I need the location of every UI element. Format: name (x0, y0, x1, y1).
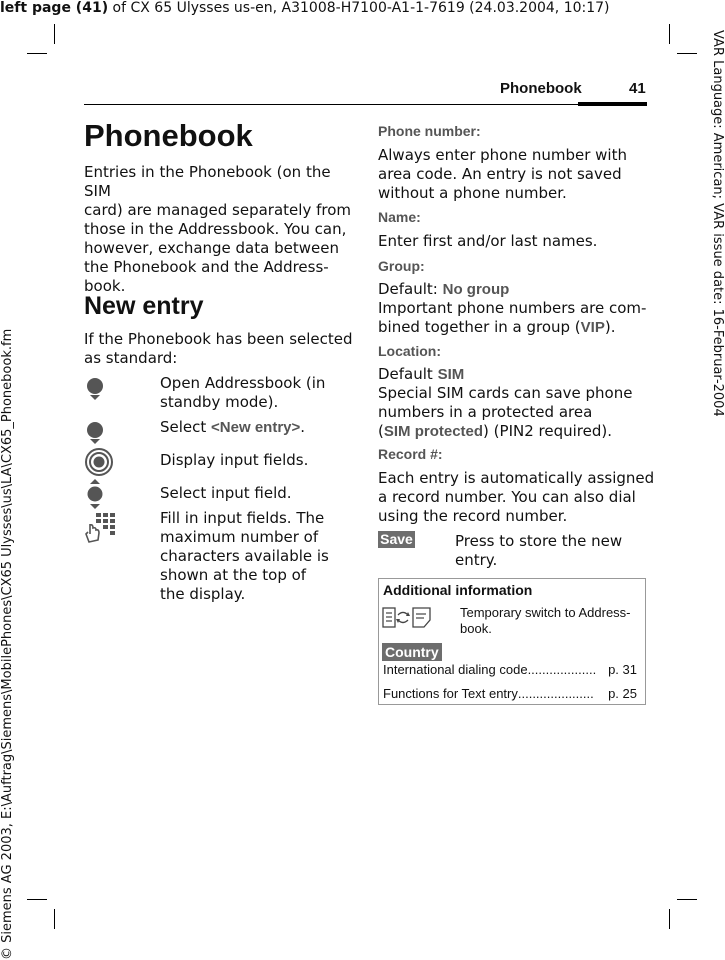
step-select-new-entry (160, 418, 305, 437)
text-line: Fill in input fields. The (160, 509, 325, 527)
text-line: those in the Addressbook. You can, (84, 220, 347, 238)
text-line: Each entry is automatically assigned (378, 469, 655, 487)
reference-page: p. 25 (608, 686, 637, 701)
crop-mark (669, 24, 670, 44)
text-line (378, 365, 632, 384)
text-line: Entries in the Phonebook (on the SIM (84, 163, 331, 200)
var-language-text: VAR Language: American; VAR issue date: 16-Februar-2004 (710, 30, 725, 417)
phone-number-description (378, 146, 627, 203)
text-line: Select input field. (160, 484, 292, 502)
field-label-name: Name: (378, 209, 421, 225)
field-label-phone-number: Phone number: (378, 123, 481, 139)
text-line: standby mode). (160, 393, 279, 411)
country-softkey-label (382, 642, 442, 661)
text-line: If the Phonebook has been selected (84, 330, 353, 348)
save-description (455, 532, 622, 570)
step-fill-fields (160, 509, 329, 604)
text-fragment: ( (378, 422, 384, 440)
text-line: without a phone number. (378, 184, 567, 202)
navigation-key-updown-icon (84, 478, 106, 510)
name-description: Enter first and/or last names. (378, 232, 598, 250)
navigation-key-down-icon (84, 419, 106, 445)
crop-mark (27, 899, 47, 900)
new-entry-intro (84, 330, 354, 368)
page-number: 41 (629, 80, 646, 97)
intro-paragraph (84, 163, 354, 296)
reference-text: Functions for Text entry (383, 686, 518, 701)
text-line: area code. An entry is not saved (378, 165, 622, 183)
text-line: entry. (455, 551, 498, 569)
text-line: Special SIM cards can save phone (378, 384, 633, 402)
field-label-group: Group: (378, 258, 425, 274)
reference-international-dialing (383, 662, 637, 678)
right-margin-info (709, 30, 725, 930)
crop-mark (27, 53, 47, 54)
step-open-addressbook (160, 374, 325, 412)
keypad-icon (84, 512, 116, 544)
left-margin-info (0, 300, 16, 960)
text-line: book. (460, 621, 492, 636)
text-fragment: Default: (378, 280, 443, 298)
reference-leader-dots: ................... (527, 662, 597, 677)
display-text-sim: SIM (437, 366, 465, 383)
text-line: Press to store the new (455, 532, 623, 550)
center-key-icon (84, 447, 114, 477)
text-line: characters available is (160, 547, 329, 565)
field-label-record: Record #: (378, 446, 443, 462)
text-line (378, 422, 632, 441)
book-switch-icon (382, 606, 434, 630)
file-page-label: left page (41) (0, 0, 109, 16)
switch-description (460, 605, 631, 637)
text-line: the Phonebook and the Address- (84, 258, 329, 276)
text-line: Display input fields. (160, 451, 309, 469)
text-line: a record number. You can also dial (378, 488, 636, 506)
reference-text-entry (383, 686, 637, 702)
text-line: shown at the top of (160, 566, 307, 584)
crop-mark (669, 909, 670, 929)
text-line (378, 280, 646, 299)
copyright-path-text: © Siemens AG 2003, E:\Auftrag\Siemens\MobilePhones\CX65 Ulysses\us\LA\CX65_Phonebook.fm (0, 328, 15, 960)
file-info (0, 0, 610, 16)
section-title-new-entry: New entry (84, 292, 204, 320)
text-line: Important phone numbers are com- (378, 299, 647, 317)
text-line: Temporary switch to Address- (460, 605, 631, 620)
location-description (378, 365, 632, 441)
country-key-badge: Country (382, 643, 442, 661)
header-rule (84, 104, 647, 105)
crop-mark (54, 24, 55, 44)
text-line: maximum number of (160, 528, 319, 546)
reference-page: p. 31 (608, 662, 637, 677)
text-line: numbers in a protected area (378, 403, 593, 421)
page-title: Phonebook (84, 118, 253, 153)
group-description (378, 280, 646, 337)
text-fragment: ) (PIN2 required). (483, 422, 612, 440)
text-fragment: Default (378, 365, 438, 383)
running-header-title: Phonebook (500, 80, 582, 97)
display-text-no-group: No group (442, 281, 510, 298)
text-line: however, exchange data between (84, 239, 339, 257)
text-line: card) are managed separately from (84, 201, 351, 219)
save-key-badge: Save (378, 531, 415, 548)
text-fragment: Select (160, 418, 212, 436)
step-display-fields (160, 451, 308, 470)
field-label-location: Location: (378, 343, 441, 359)
record-description (378, 469, 654, 526)
reference-text: International dialing code (383, 662, 528, 677)
additional-info-title: Additional information (383, 582, 533, 598)
text-line: the display. (160, 585, 246, 603)
header-rule-accent (578, 102, 647, 106)
save-softkey-label (378, 531, 415, 548)
text-fragment: ). (604, 318, 616, 336)
crop-mark (677, 899, 697, 900)
text-line: Open Addressbook (in (160, 374, 326, 392)
text-line: Always enter phone number with (378, 146, 627, 164)
display-text-vip: VIP (580, 319, 605, 336)
reference-leader-dots: ..................... (517, 686, 594, 701)
display-text-sim-protected: SIM protected (383, 423, 484, 440)
text-line (378, 318, 646, 337)
text-line: using the record number. (378, 507, 568, 525)
display-text-new-entry: <New entry> (211, 419, 301, 436)
crop-mark (677, 53, 697, 54)
step-select-field (160, 484, 292, 503)
text-line: as standard: (84, 349, 178, 367)
text-fragment: bined together in a group ( (378, 318, 581, 336)
text-line: book. (84, 277, 126, 295)
navigation-key-down-icon (84, 375, 106, 401)
crop-mark (54, 909, 55, 929)
text-fragment: . (300, 418, 306, 436)
file-details: of CX 65 Ulysses us-en, A31008-H7100-A1-1-7619 (24.03.2004, 10:17) (108, 0, 610, 16)
